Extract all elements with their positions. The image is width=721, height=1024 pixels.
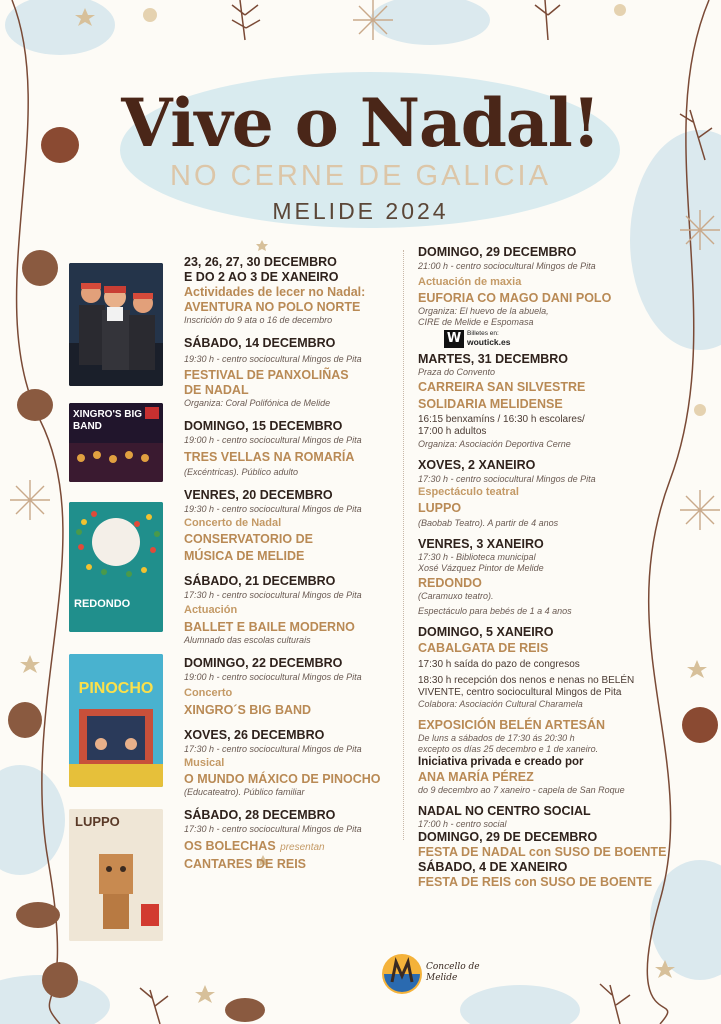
event-info-2: Xosé Vázquez Pintor de Melide xyxy=(418,563,544,573)
event-date: VENRES, 20 DECEMBRO xyxy=(184,488,333,502)
event-note: (Caramuxo teatro). xyxy=(418,591,494,601)
page-subtitle: NO CERNE DE GALICIA xyxy=(170,160,551,192)
event-conservatorio xyxy=(184,488,399,564)
event-note: (Excéntricas). Público adulto xyxy=(184,467,299,477)
event-kind: Espectáculo teatral xyxy=(418,486,519,498)
event-name-2: FESTA DE REIS con SUSO DE BOENTE xyxy=(418,875,653,889)
event-note: Organiza: Coral Polifónica de Melide xyxy=(184,398,331,408)
poster-pinocho xyxy=(69,654,163,787)
poster-luppo-label: LUPPO xyxy=(75,814,120,829)
event-detail-2: 17:00 h adultos xyxy=(418,426,487,437)
event-date: SÁBADO, 21 DECEMBRO xyxy=(184,574,336,588)
column-divider xyxy=(403,250,404,840)
event-name-2: CANTARES DE REIS xyxy=(184,857,307,871)
event-info: 17:30 h - centro sociocultural Mingos de Pita xyxy=(184,824,362,834)
event-date-3: SÁBADO, 4 DE XANEIRO xyxy=(418,860,568,874)
ticket-text xyxy=(467,330,510,348)
event-name: FESTA DE NADAL con SUSO DE BOENTE xyxy=(418,845,667,859)
poster-redondo-label: REDONDO xyxy=(74,598,131,610)
event-note: Organiza: Asociación Deportiva Cerne xyxy=(418,439,571,449)
logo-mark xyxy=(380,952,424,996)
event-detail: 17:30 h saída do pazo de congresos xyxy=(418,659,580,670)
event-info: 19:30 h - centro sociocultural Mingos de Pita xyxy=(184,354,362,364)
event-date: DOMINGO, 29 DECEMBRO xyxy=(418,245,577,259)
event-info: Praza do Convento xyxy=(418,367,496,377)
ticket-link[interactable] xyxy=(444,330,708,348)
event-note: (Educateatro). Público familiar xyxy=(184,787,305,797)
event-info: 17:30 h - centro sociocultural Mingos de Pita xyxy=(184,590,362,600)
poster-aventura-image xyxy=(69,263,163,386)
event-name-row xyxy=(184,837,399,855)
event-date: DOMINGO, 5 XANEIRO xyxy=(418,625,554,639)
event-name: TRES VELLAS NA ROMARÍA xyxy=(184,450,355,464)
event-bolechas xyxy=(184,808,399,872)
event-kind: Actividades de lecer no Nadal: xyxy=(184,285,366,299)
event-redondo xyxy=(418,537,708,617)
event-detail-2: 18:30 h recepción dos nenos e nenas no BELÉN xyxy=(418,675,635,686)
event-kind: Musical xyxy=(184,757,225,769)
event-aventura xyxy=(184,255,399,326)
event-date-2: E DO 2 AO 3 DE XANEIRO xyxy=(184,270,339,284)
event-name: EXPOSICIÓN BELÉN ARTESÁN xyxy=(418,718,606,732)
event-centro-social xyxy=(418,804,708,890)
poster-redondo-image xyxy=(69,502,163,632)
event-cabalgata xyxy=(418,625,708,710)
event-belen xyxy=(418,718,708,796)
event-name-2: DE NADAL xyxy=(184,383,249,397)
event-name: EUFORIA CO MAGO DANI POLO xyxy=(418,291,612,305)
event-info: 17:30 h - centro sociocultural Mingos de Pita xyxy=(418,474,596,484)
event-kind: Actuación de maxia xyxy=(418,276,522,288)
poster-xingro xyxy=(69,403,163,482)
event-info: 17:30 h - centro sociocultural Mingos de Pita xyxy=(184,744,362,754)
event-name: LUPPO xyxy=(418,501,462,515)
event-pinocho xyxy=(184,728,399,798)
ticket-line1: Billetes en: xyxy=(467,330,499,337)
event-date: SÁBADO, 28 DECEMBRO xyxy=(184,808,336,822)
event-panxolinas xyxy=(184,336,399,409)
event-name-2: ANA MARÍA PÉREZ xyxy=(418,770,534,784)
event-luppo xyxy=(418,458,708,529)
event-info: 19:00 h - centro sociocultural Mingos de Pita xyxy=(184,672,362,682)
event-note: (Baobab Teatro). A partir de 4 anos xyxy=(418,518,559,528)
event-note: Colabora: Asociación Cultural Charamela xyxy=(418,699,583,709)
event-note: do 9 decembro ao 7 xaneiro - capela de San Roque xyxy=(418,785,625,795)
event-xingro xyxy=(184,656,399,718)
event-date-2: DOMINGO, 29 DE DECEMBRO xyxy=(418,830,598,844)
event-kind: Actuación xyxy=(184,604,238,616)
poster-xingro-label: XINGRO'S BIG BAND xyxy=(73,409,143,432)
event-note-2: Espectáculo para bebés de 1 a 4 anos xyxy=(418,606,572,616)
event-euforia xyxy=(418,245,708,348)
event-date: SÁBADO, 14 DECEMBRO xyxy=(184,336,336,350)
page-year: MELIDE 2024 xyxy=(272,198,449,224)
event-kind: Iniciativa privada e creado por xyxy=(418,756,584,768)
event-name: REDONDO xyxy=(418,576,482,590)
event-date: 23, 26, 27, 30 DECEMBRO xyxy=(184,255,337,269)
event-name: FESTIVAL DE PANXOLIÑAS xyxy=(184,368,349,382)
event-info-2: excepto os días 25 decembro e 1 de xaneiro. xyxy=(418,744,599,754)
ticket-brand: woutick.es xyxy=(467,337,511,347)
poster-aventura xyxy=(69,263,163,386)
event-name: CONSERVATORIO DE xyxy=(184,532,313,546)
poster-pinocho-label: PINOCHO xyxy=(78,680,154,697)
event-date: VENRES, 3 XANEIRO xyxy=(418,537,544,551)
event-date: MARTES, 31 DECEMBRO xyxy=(418,352,569,366)
event-detail-3: VIVENTE, centro sociocultural Mingos de Pita xyxy=(418,687,622,698)
event-section-title: NADAL NO CENTRO SOCIAL xyxy=(418,804,591,818)
event-san-silvestre xyxy=(418,352,708,450)
event-date: DOMINGO, 22 DECEMBRO xyxy=(184,656,343,670)
event-info: 21:00 h - centro sociocultural Mingos de Pita xyxy=(418,261,596,271)
event-name-suffix: presentan xyxy=(280,842,325,853)
logo-text: Concello de Melide xyxy=(426,962,480,983)
event-note: Inscrición do 9 ata o 16 de decembro xyxy=(184,315,333,325)
event-name-2: SOLIDARIA MELIDENSE xyxy=(418,397,563,411)
poster-redondo xyxy=(69,502,163,632)
poster-pinocho-image xyxy=(69,654,163,787)
event-name: O MUNDO MÁXICO DE PINOCHO xyxy=(184,772,381,786)
event-kind: Concerto de Nadal xyxy=(184,517,282,529)
event-note: Organiza: El huevo de la abuela, xyxy=(418,306,549,316)
event-detail: 16:15 benxamíns / 16:30 h escolares/ xyxy=(418,414,585,425)
event-name: XINGRO´S BIG BAND xyxy=(184,703,312,717)
event-name: AVENTURA NO POLO NORTE xyxy=(184,300,361,314)
left-column xyxy=(184,255,399,878)
event-date: XOVES, 2 XANEIRO xyxy=(418,458,536,472)
event-ballet xyxy=(184,574,399,646)
event-name: CARREIRA SAN SILVESTRE xyxy=(418,380,586,394)
event-info: 19:00 h - centro sociocultural Mingos de Pita xyxy=(184,435,362,445)
event-info: De luns a sábados de 17:30 ás 20:30 h xyxy=(418,733,575,743)
event-kind: Concerto xyxy=(184,687,233,699)
event-name: BALLET E BAILE MODERNO xyxy=(184,620,355,634)
event-note-2: CIRE de Melide e Espomasa xyxy=(418,317,534,327)
event-name-2: MÚSICA DE MELIDE xyxy=(184,549,305,563)
event-info: 17:30 h - Biblioteca municipal xyxy=(418,552,536,562)
concello-logo xyxy=(380,952,480,996)
event-date: DOMINGO, 15 DECEMBRO xyxy=(184,419,343,433)
page-title: Vive o Nadal! xyxy=(121,84,600,162)
woutick-icon: W xyxy=(444,330,464,348)
event-info: 17:00 h - centro social xyxy=(418,819,507,829)
event-name: OS BOLECHAS xyxy=(184,839,276,853)
event-note: Alumnado das escolas culturais xyxy=(184,635,311,645)
right-column xyxy=(418,245,708,896)
event-date: XOVES, 26 DECEMBRO xyxy=(184,728,325,742)
event-tres-vellas xyxy=(184,419,399,478)
poster-luppo xyxy=(69,809,163,941)
event-name: CABALGATA DE REIS xyxy=(418,641,549,655)
event-info: 19:30 h - centro sociocultural Mingos de Pita xyxy=(184,504,362,514)
